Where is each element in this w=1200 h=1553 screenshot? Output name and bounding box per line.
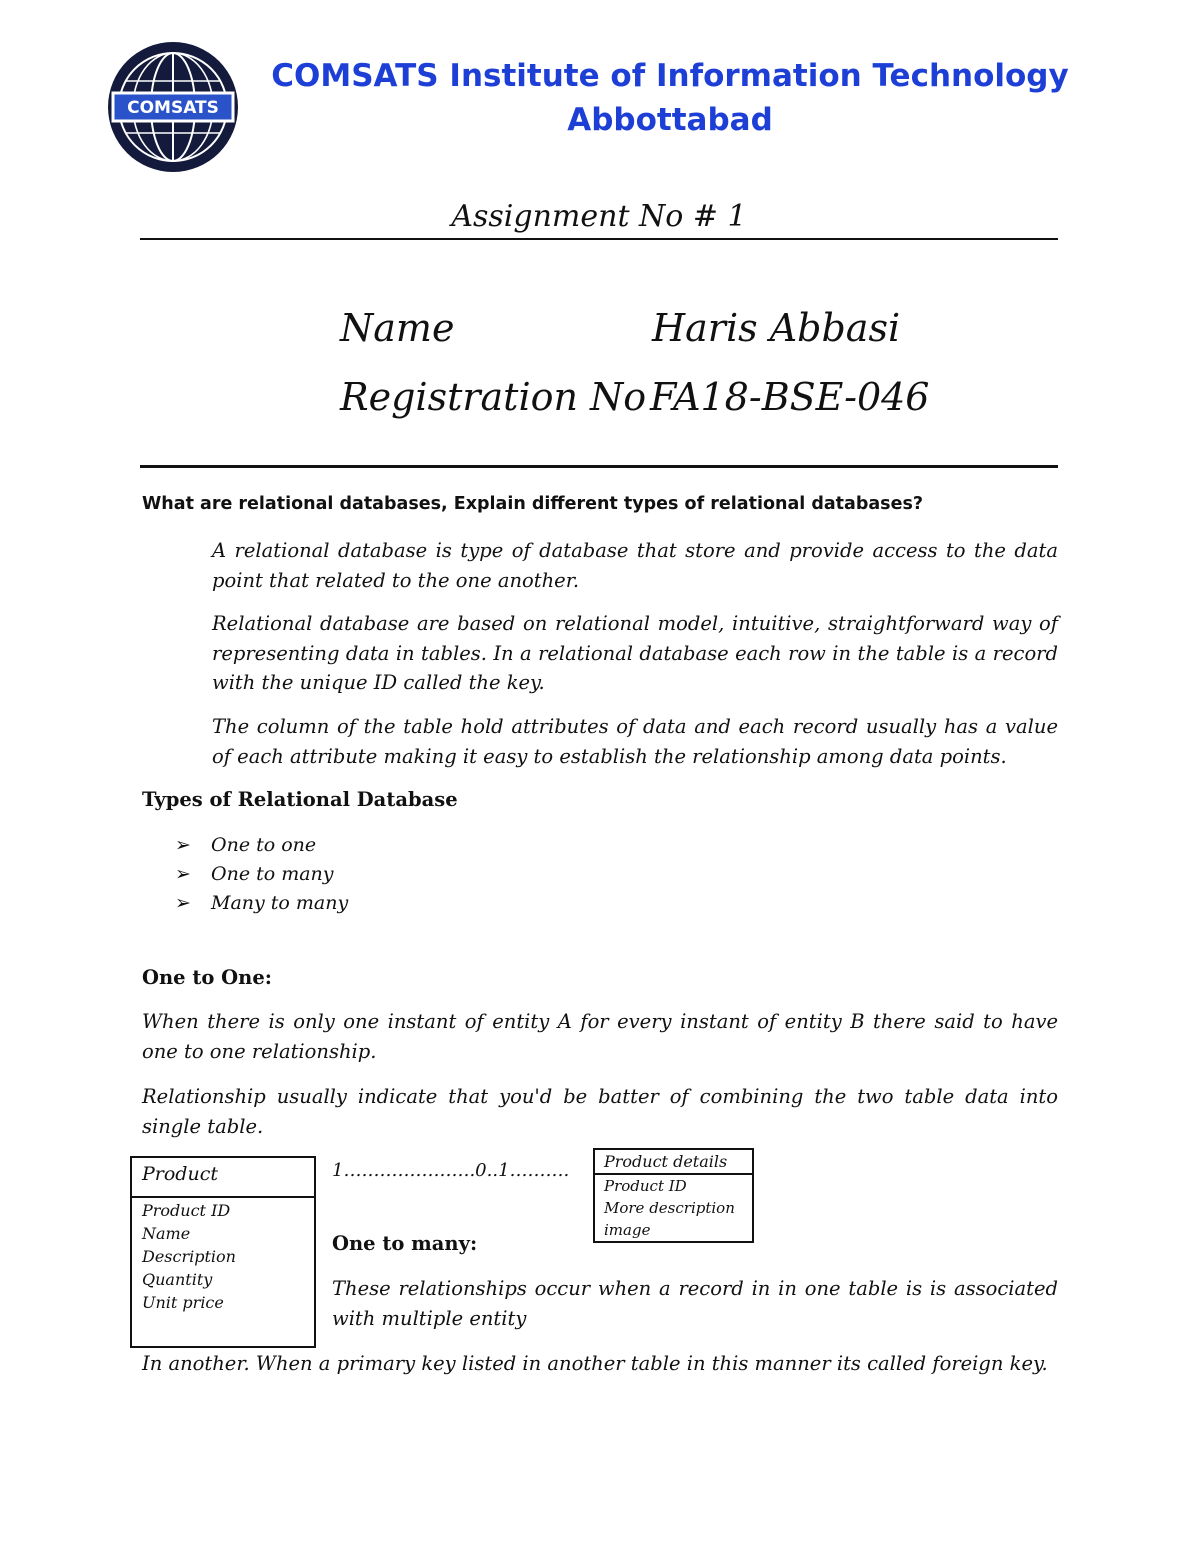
entity-attribute: Product ID bbox=[604, 1177, 687, 1195]
divider bbox=[132, 1196, 314, 1198]
paragraph: The column of the table hold attributes of data and each record usually has a value of each attribute making it easy to establish the relationship among data points. bbox=[212, 715, 1058, 768]
list-item bbox=[175, 860, 334, 888]
list-item-label: One to many bbox=[211, 863, 334, 885]
paragraph: In another. When a primary key listed in another table in this manner its called foreign key. bbox=[142, 1352, 1048, 1375]
divider bbox=[140, 465, 1058, 468]
entity-attribute: Product ID bbox=[142, 1201, 231, 1220]
name-value: Haris Abbasi bbox=[652, 306, 901, 350]
entity-attribute: Name bbox=[142, 1224, 191, 1243]
registration-label: Registration No bbox=[340, 375, 647, 419]
arrow-bullet-icon: ➢ bbox=[175, 892, 191, 914]
entity-attribute: image bbox=[604, 1221, 651, 1239]
list-item-label: Many to many bbox=[211, 892, 349, 914]
list-item-label: One to one bbox=[211, 834, 317, 856]
registration-value: FA18-BSE-046 bbox=[650, 375, 930, 419]
types-heading: Types of Relational Database bbox=[142, 788, 458, 811]
one-to-one-heading: One to One: bbox=[142, 966, 272, 989]
assignment-title: Assignment No # 1 bbox=[451, 199, 747, 234]
globe-icon bbox=[107, 41, 239, 173]
entity-attribute: Description bbox=[142, 1247, 236, 1266]
comsats-logo bbox=[107, 41, 239, 173]
entity-attribute: Unit price bbox=[142, 1293, 224, 1312]
entity-attribute: Quantity bbox=[142, 1270, 213, 1289]
name-label: Name bbox=[340, 306, 455, 350]
logo-text: COMSATS bbox=[127, 98, 219, 118]
entity-title: Product bbox=[142, 1163, 218, 1185]
paragraph: Relational database are based on relational model, intuitive, straightforward way of representing data in tables. In a relational database each row in the table is a record with the unique ID called the key. bbox=[212, 612, 1058, 694]
one-to-many-heading: One to many: bbox=[332, 1232, 478, 1255]
divider bbox=[140, 238, 1058, 240]
cardinality-label: 1………………….0..1………. bbox=[332, 1160, 570, 1181]
paragraph: Relationship usually indicate that you'd be batter of combining the two table data into single table. bbox=[142, 1085, 1058, 1138]
entity-box-product bbox=[130, 1156, 316, 1348]
entity-title: Product details bbox=[604, 1152, 728, 1171]
arrow-bullet-icon: ➢ bbox=[175, 834, 191, 856]
entity-attribute: More description bbox=[604, 1199, 735, 1217]
arrow-bullet-icon: ➢ bbox=[175, 863, 191, 885]
entity-attributes bbox=[604, 1175, 735, 1241]
list-item bbox=[175, 831, 316, 859]
entity-box-product-details bbox=[593, 1148, 754, 1243]
paragraph: When there is only one instant of entity A for every instant of entity B there said to have one to one relationship. bbox=[142, 1010, 1058, 1063]
paragraph: These relationships occur when a record in in one table is is associated with multiple entity bbox=[332, 1277, 1058, 1330]
entity-attributes bbox=[142, 1199, 236, 1314]
institute-name: COMSATS Institute of Information Technology bbox=[271, 58, 1069, 94]
question-heading: What are relational databases, Explain different types of relational databases? bbox=[142, 494, 924, 514]
paragraph: A relational database is type of database that store and provide access to the data point that related to the one another. bbox=[212, 539, 1058, 592]
institute-city: Abbottabad bbox=[567, 102, 773, 138]
list-item bbox=[175, 889, 348, 917]
